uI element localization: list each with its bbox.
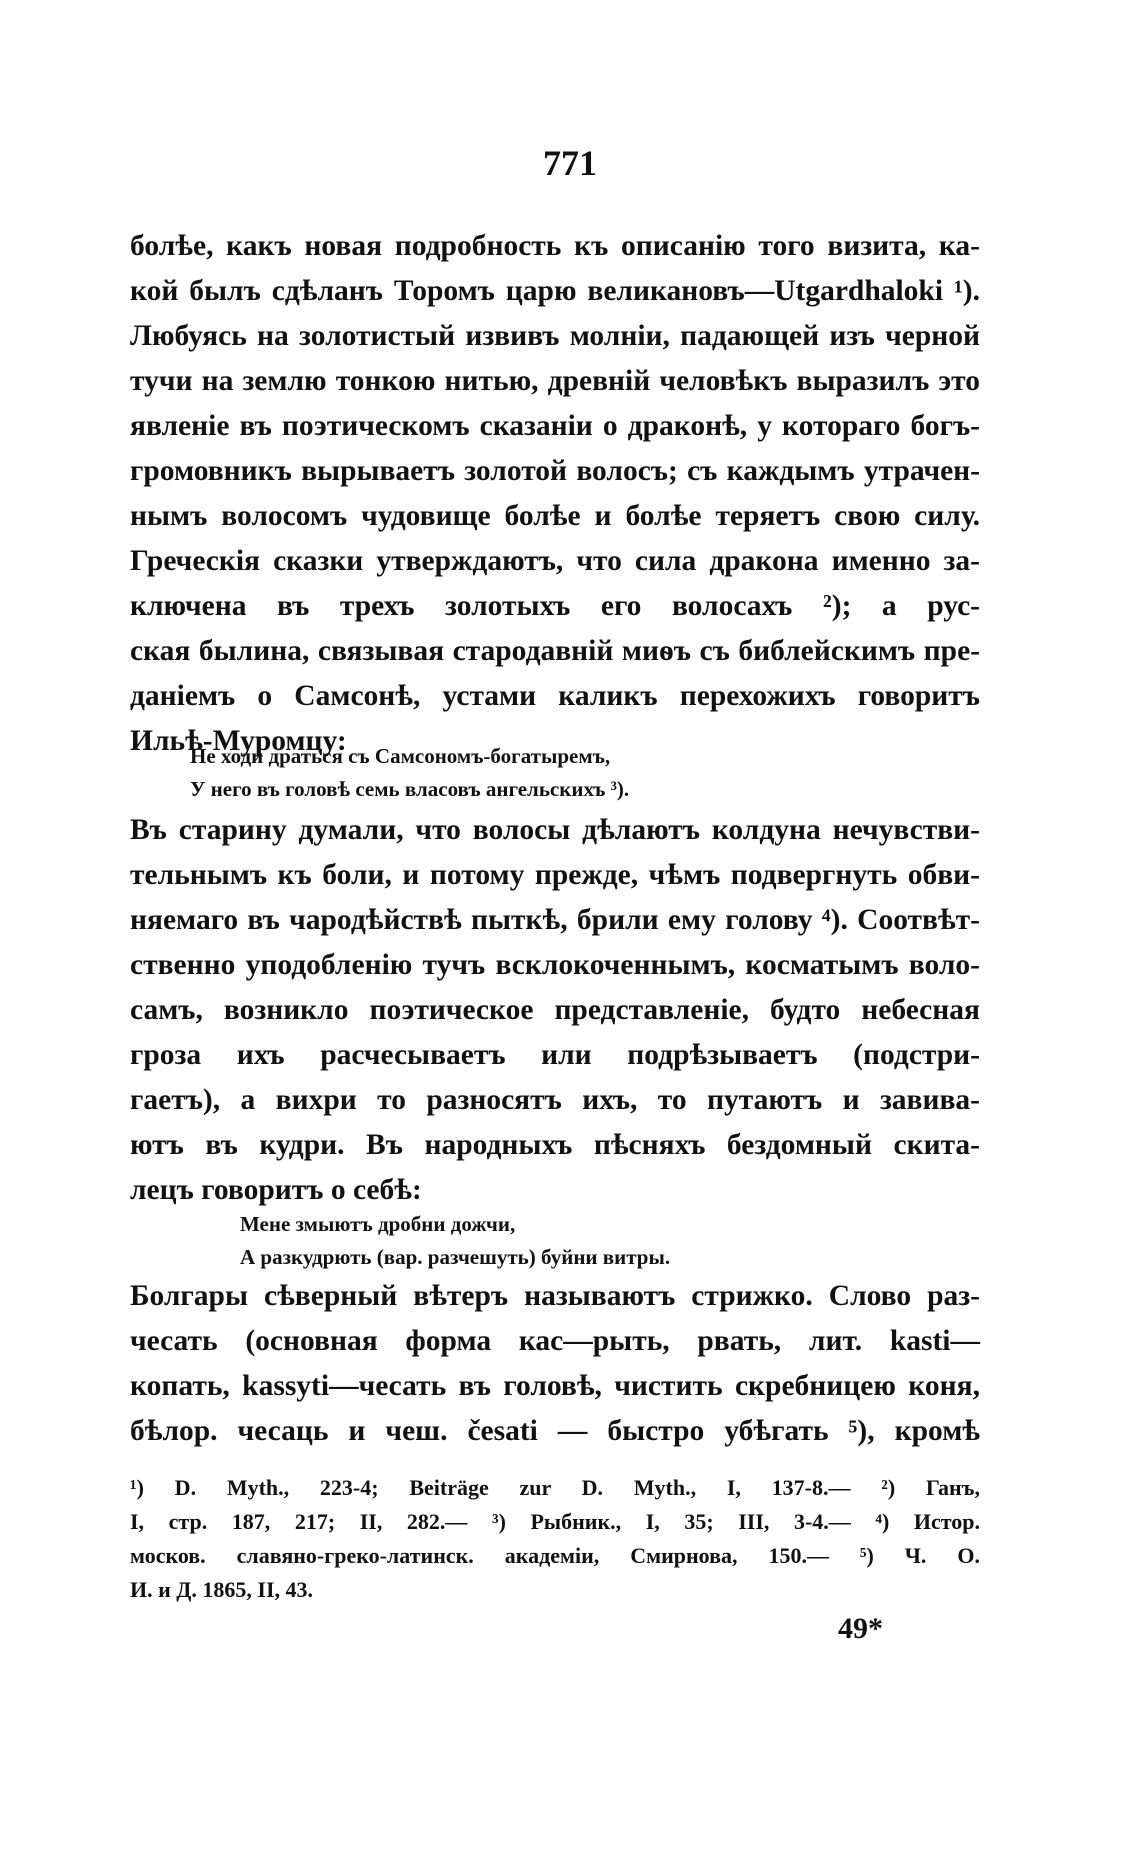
text-line: Болгары сѣверный вѣтеръ называютъ стрижко. Слово раз- [130, 1280, 980, 1312]
text-line: чесать (основная форма кас—рыть, рвать, лит. kasti— [130, 1325, 980, 1357]
verse-line: А разкудрють (вар. разчешуть) буйни витры. [240, 1245, 671, 1269]
text-line: копать, kassyti—чесать въ головѣ, чистить скребницею коня, [130, 1370, 980, 1402]
text-line: самъ, возникло поэтическое представленіе, будто небесная [130, 994, 980, 1026]
text-line: гаетъ), а вихри то разносятъ ихъ, то путаютъ и завива- [130, 1084, 980, 1116]
verse-line: Не ходи драться съ Самсономъ-богатыремъ, [190, 744, 611, 768]
text-line: няемаго въ чародѣйствѣ пыткѣ, брили ему голову ⁴). Соотвѣт- [130, 904, 980, 936]
text-line: Греческія сказки утверждаютъ, что сила дракона именно за- [130, 545, 980, 577]
footnotes [130, 1471, 980, 1607]
text-line: болѣе, какъ новая подробность къ описанію того визита, ка- [130, 230, 980, 262]
text-line: Въ старину думали, что волосы дѣлаютъ колдуна нечувстви- [130, 814, 980, 846]
verse-quote-2 [240, 1208, 670, 1274]
text-line: Ильѣ-Муромцу: [130, 725, 347, 757]
paragraph-1 [130, 224, 980, 764]
text-line: ская былина, связывая стародавній миѳъ съ библейскимъ пре- [130, 635, 980, 667]
text-line: Любуясь на золотистый извивъ молніи, падающей изъ черной [130, 320, 980, 352]
verse-line: Мене змыютъ дробни дожчи, [240, 1212, 516, 1236]
text-line: гроза ихъ расчесываетъ или подрѣзываетъ (подстри- [130, 1039, 980, 1071]
text-line: нымъ волосомъ чудовище болѣе и болѣе теряетъ свою силу. [130, 500, 980, 532]
text-line: ственно уподобленію тучъ всклокоченнымъ, косматымъ воло- [130, 949, 980, 981]
signature-mark: 49* [838, 1612, 883, 1645]
text-line: бѣлор. чесаць и чеш. česati — быстро убѣгать ⁵), кромѣ [130, 1415, 980, 1447]
footnote-line: москов. славяно-греко-латинск. академіи, Смирнова, 150.— ⁵) Ч. О. [130, 1543, 980, 1568]
text-line: ключена въ трехъ золотыхъ его волосахъ ²); а рус- [130, 590, 980, 622]
verse-quote-1 [190, 740, 629, 806]
text-line: кой былъ сдѣланъ Торомъ царю великановъ—Utgardhaloki ¹). [130, 275, 980, 307]
text-line: ютъ въ кудри. Въ народныхъ пѣсняхъ бездомный скита- [130, 1129, 980, 1161]
text-line: тучи на землю тонкою нитью, древній человѣкъ выразилъ это [130, 365, 980, 397]
page-number: 771 [543, 143, 597, 183]
paragraph-3 [130, 1274, 980, 1454]
paragraph-2 [130, 808, 980, 1213]
footnote-line: И. и Д. 1865, II, 43. [130, 1577, 314, 1602]
text-line: лецъ говоритъ о себѣ: [130, 1174, 422, 1206]
footnote-line: ¹) D. Myth., 223-4; Beiträge zur D. Myth., I, 137-8.— ²) Ганъ, [130, 1475, 980, 1500]
text-line: громовникъ вырываетъ золотой волосъ; съ каждымъ утрачен- [130, 455, 980, 487]
verse-line: У него въ головѣ семь власовъ ангельскихъ ³). [190, 777, 630, 801]
text-line: даніемъ о Самсонѣ, устами каликъ перехожихъ говоритъ [130, 680, 980, 712]
text-line: явленіе въ поэтическомъ сказаніи о драконѣ, у котораго богъ- [130, 410, 980, 442]
text-line: тельнымъ къ боли, и потому прежде, чѣмъ подвергнуть обви- [130, 859, 980, 891]
footnote-line: I, стр. 187, 217; II, 282.— ³) Рыбник., I, 35; III, 3-4.— ⁴) Истор. [130, 1509, 980, 1534]
